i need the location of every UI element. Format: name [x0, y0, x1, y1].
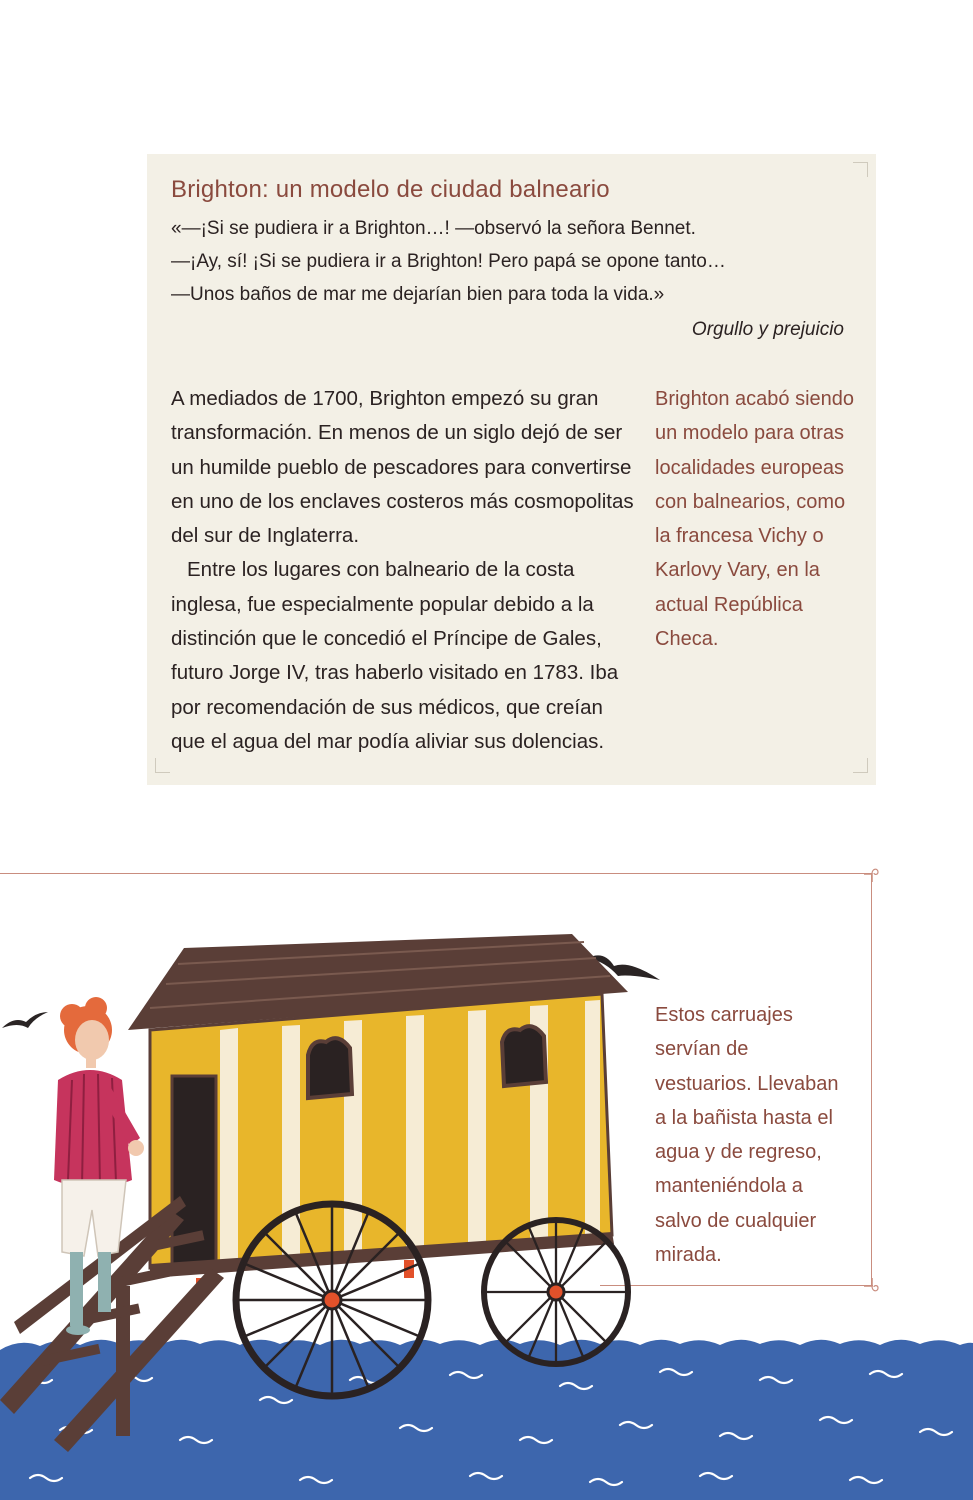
carriage-window	[502, 1026, 546, 1086]
illustration-caption: Estos carruajes servían de vestuarios. Llevaban a la bañista hasta el agua y de regreso, manteniéndola a salvo de cualquier mirada.	[655, 1004, 839, 1267]
quote-attribution: Orgullo y prejuicio	[691, 319, 844, 340]
corner-ornament	[853, 758, 868, 773]
paragraph: Entre los lugares con balneario de la costa inglesa, fue especialmente popular debido a la distinción que le concedió el Príncipe de Gales, futuro Jorge IV, tras haberlo visitado en 1783. Iba por recomendación de sus médicos, que creían que el agua del mar podía aliviar sus dolencias.	[171, 558, 619, 753]
bathing-carriage	[128, 934, 628, 1296]
box-title: Brighton: un modelo de ciudad balneario	[171, 176, 610, 203]
body-text	[171, 382, 636, 759]
corner-ornament	[155, 758, 170, 773]
paragraph: A mediados de 1700, Brighton empezó su gran transformación. En menos de un siglo dejó de ser un humilde pueblo de pescadores para convertirse en uno de los enclaves costeros más cosmopolitas del sur de Inglaterra.	[171, 387, 634, 548]
carriage-wheel	[484, 1220, 628, 1364]
frame-line-top	[0, 873, 872, 874]
quote-line: —Unos baños de mar me dejarían bien para toda la vida.»	[171, 284, 665, 305]
quote-line: —¡Ay, sí! ¡Si se pudiera ir a Brighton! Pero papá se opone tanto…	[171, 251, 726, 272]
quote-line: «—¡Si se pudiera ir a Brighton…! —observó la señora Bennet.	[171, 218, 696, 239]
side-note: Brighton acabó siendo un modelo para otras localidades europeas con balnearios, como la francesa Vichy o Karlovy Vary, en la actual República Checa.	[655, 388, 855, 651]
seagull-icon	[2, 1012, 48, 1028]
bathing-machine-illustration	[0, 880, 973, 1500]
carriage-window	[308, 1038, 352, 1098]
carriage-wheel	[236, 1204, 428, 1396]
sidebar-box	[147, 154, 876, 785]
corner-ornament	[853, 162, 868, 177]
